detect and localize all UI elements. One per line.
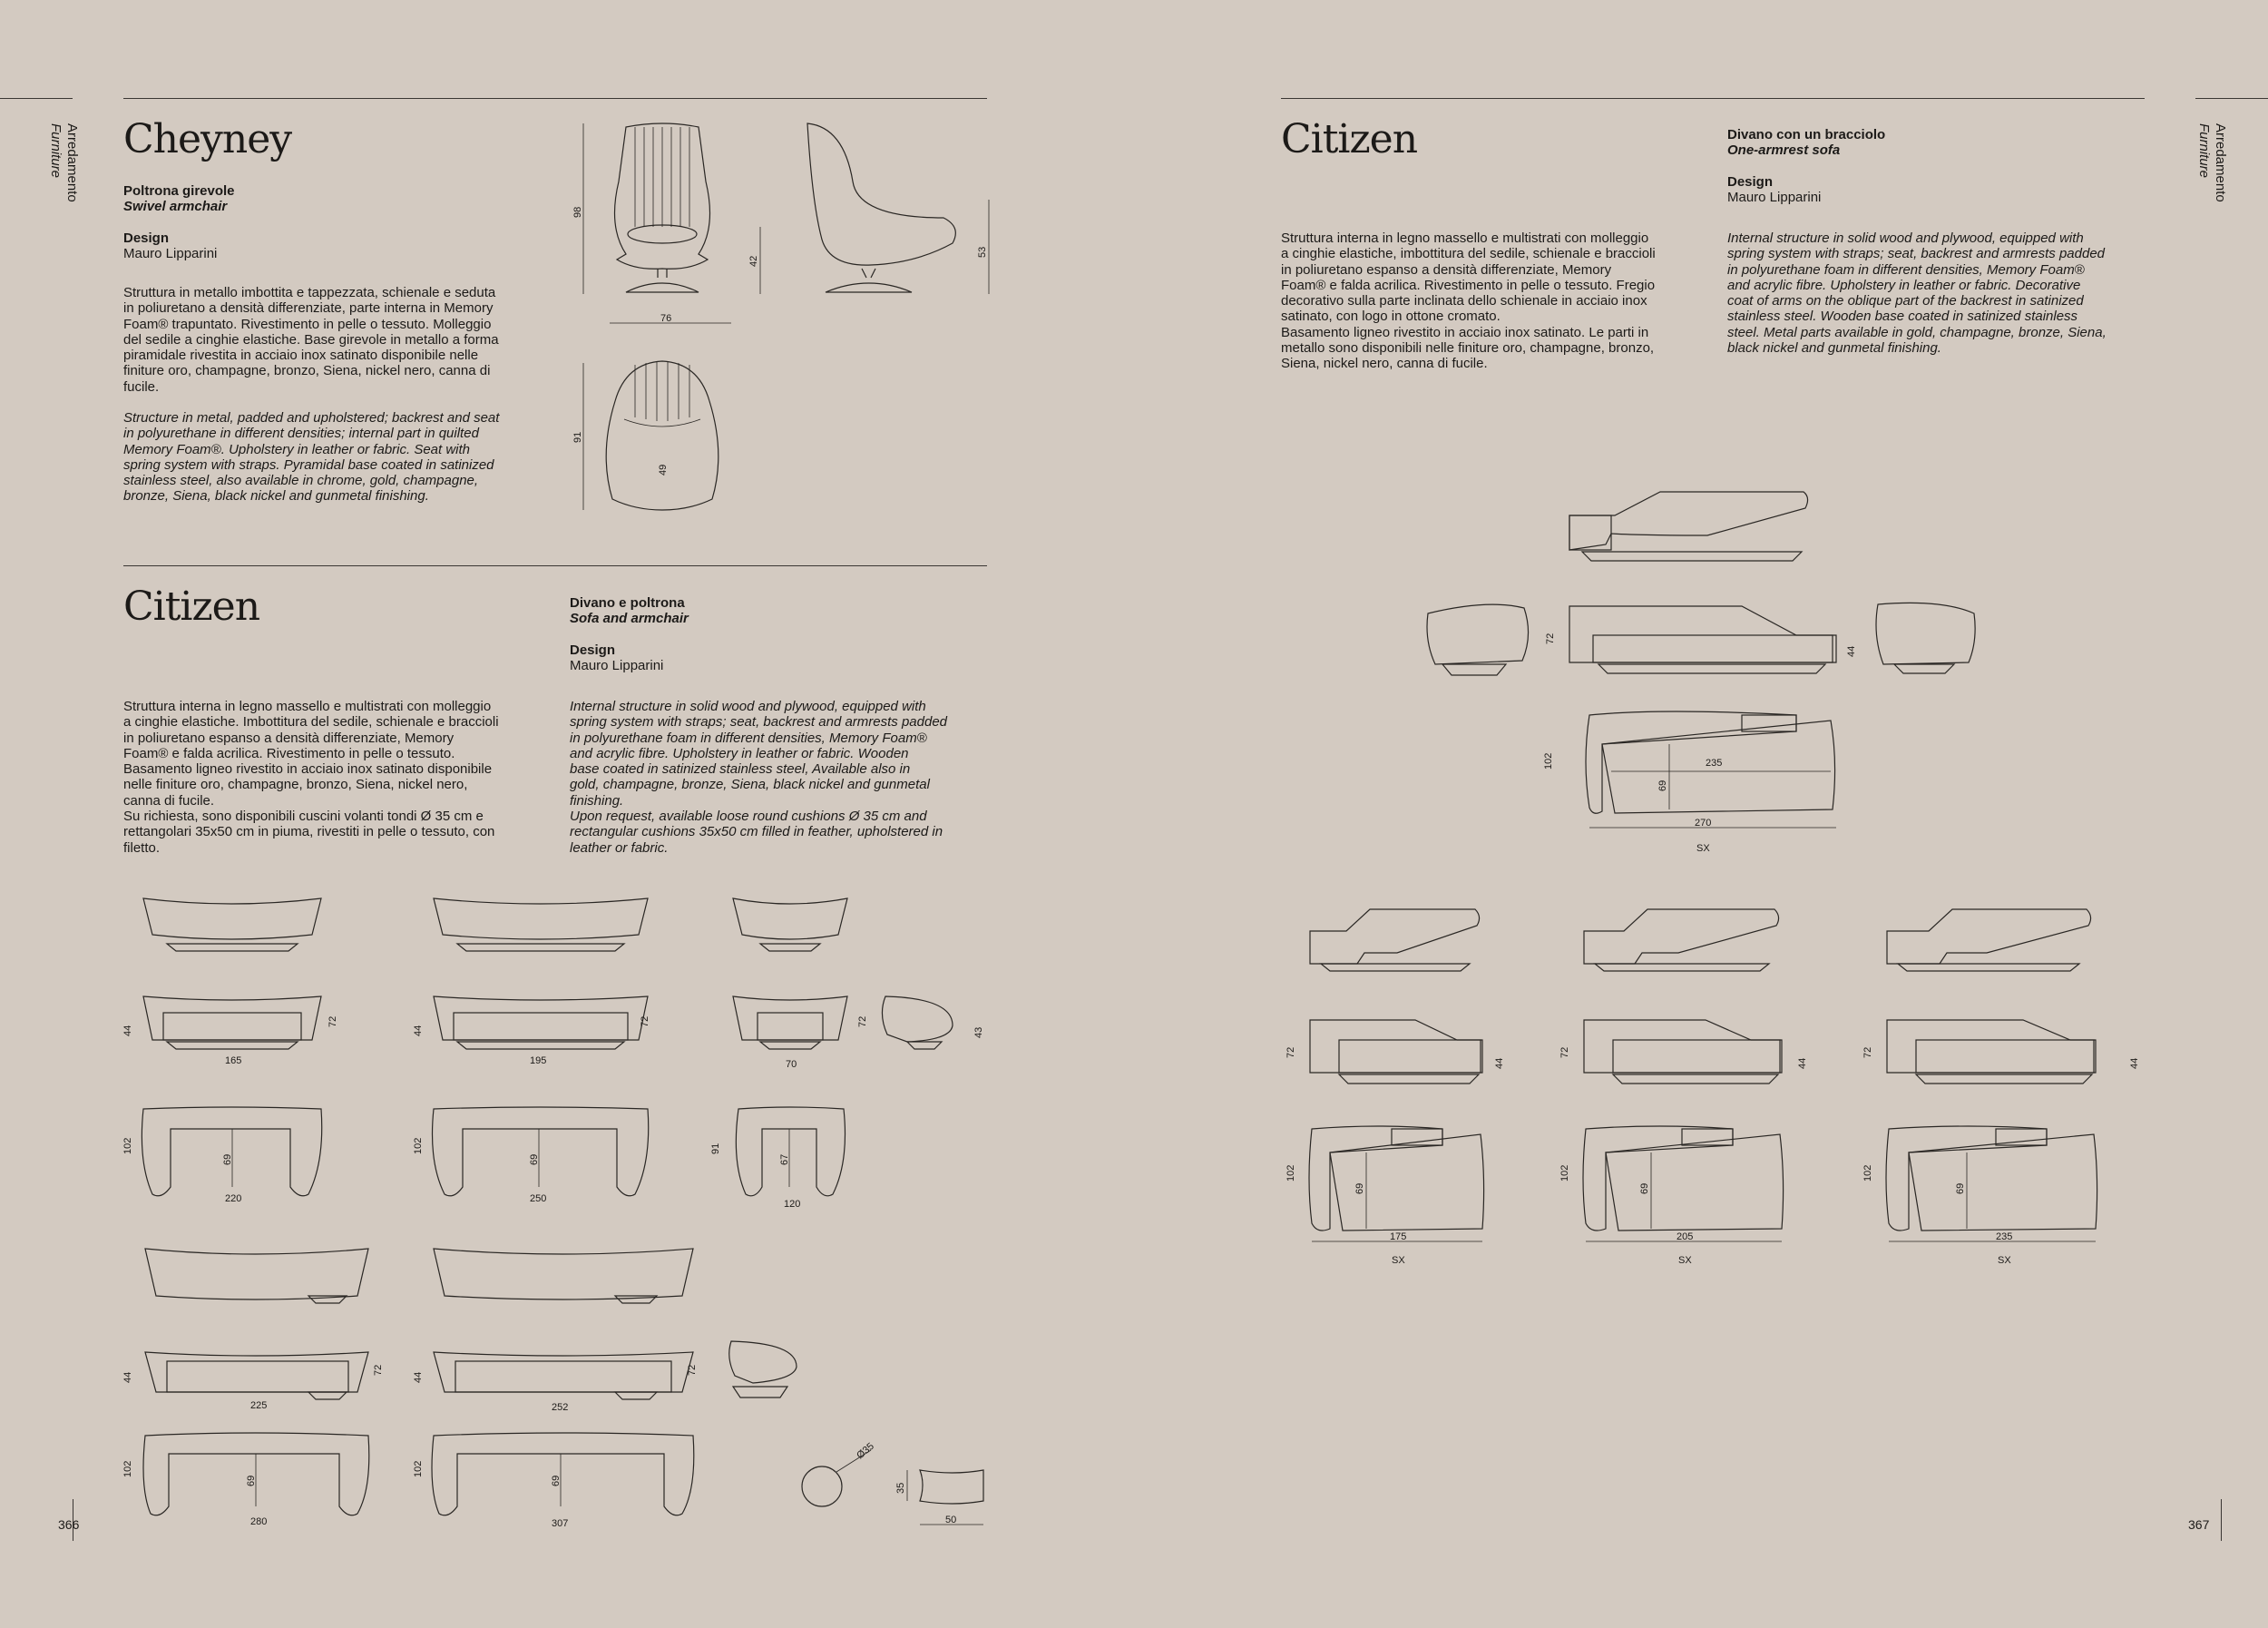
citizen-left-design-label: Design [570,642,616,658]
dim-label: 70 [786,1059,797,1070]
dim-label: 44 [1846,645,1857,657]
cheyney-text-it: Struttura in metallo imbottita e tappezzata, schienale e seduta in poliuretano a densità differenziate, parte interna in Memory Foam® trapuntato. Rivestimento in pelle o tessuto. Molleggio del sedile a cinghie elastiche. Base girevole in metallo a forma piramidale rivestita in acciaio inox satinato disponibile nelle finiture oro, champagne, bronzo, Siena, nickel nero, canna di fucile. [123,285,499,395]
side-label-it: Arredamento [2213,123,2228,202]
dim-label: 307 [552,1518,569,1529]
dim-label: SX [1998,1255,2011,1266]
dim-label: 44 [2129,1057,2140,1069]
dim-label: SX [1678,1255,1692,1266]
dim-label: 102 [1559,1164,1570,1182]
dim-label: 72 [1559,1046,1570,1058]
dim-label: 44 [122,1025,133,1036]
dim-label: 44 [413,1025,424,1036]
citizen-left-type-en: Sofa and armchair [570,611,689,626]
page-number-left: 366 [58,1517,80,1532]
cheyney-type-en: Swivel armchair [123,199,228,214]
dim-label: 72 [327,1015,338,1027]
dim-label: 67 [779,1153,790,1165]
dim-label: 280 [250,1516,268,1527]
dim-label: 98 [572,206,583,218]
dim-label: 44 [413,1371,424,1383]
dimension-labels [122,207,2140,1529]
dim-label: 49 [658,464,669,476]
dim-label: 91 [710,1143,721,1154]
dim-label: 235 [1996,1231,2013,1242]
dim-label: 165 [225,1055,242,1066]
citizen-left-type-it: Divano e poltrona [570,595,685,611]
dim-label: 72 [1862,1046,1873,1058]
dim-label: 252 [552,1402,569,1413]
citizen-right-type-en: One-armrest sofa [1727,142,1841,158]
dim-label: 72 [1286,1046,1296,1058]
dim-label: 102 [122,1137,133,1154]
page-number-right: 367 [2188,1517,2210,1532]
side-label-en: Furniture [2196,123,2212,179]
dim-label: 102 [413,1137,424,1154]
dim-label: 102 [1543,752,1554,770]
citizen-right-type-it: Divano con un bracciolo [1727,127,1886,142]
dim-label: 225 [250,1400,268,1411]
dim-label: 205 [1677,1231,1694,1242]
dim-label: 44 [1494,1057,1505,1069]
citizen-left-text-it: Struttura interna in legno massello e multistrati con molleggio a cinghie elastiche. Imbottitura del sedile, schienale e braccioli in poliuretano espanso a densità differenziate, Memory Foam® e falda acrilica. Rivestimento in pelle o tessuto. Basamento ligneo rivestito in acciaio inox satinato disponibile nelle finiture oro, champagne, bronzo, Siena, nickel nero, canna di fucile. Su richiesta, sono disponibili cuscini volanti tondi Ø 35 cm e rettangolari 35x50 cm in piuma, rivestiti in pelle o tessuto, con filetto. [123,699,499,856]
dim-label: 102 [122,1460,133,1477]
cheyney-text-en: Structure in metal, padded and upholstered; backrest and seat in polyurethane in different densities; internal part in quilted Memory Foam®. Upholstery in leather or fabric. Seat with spring system with straps. Pyramidal base coated in satinized stainless steel, also available in chrome, gold, champagne, bronze, Siena, black nickel and gunmetal finishing. [123,410,500,505]
dim-label: 102 [1862,1164,1873,1182]
citizen-left-text-en: Internal structure in solid wood and plywood, equipped with spring system with straps; seat, backrest and armrests padded in polyurethane foam in different densities, Memory Foam® and acrylic fibre. Upholstery in leather or fabric. Wooden base coated in satinized stainless steel, Available also in gold, champagne, bronze, Siena, black nickel and gunmetal finishing. Upon request, available loose round cushions Ø 35 cm and rectangular cushions 35x50 cm filled in feather, upholstered in leather or fabric. [570,699,948,856]
dim-label: 175 [1390,1231,1407,1242]
dim-label: 72 [857,1015,868,1027]
citizen-left-designer: Mauro Lipparini [570,658,664,673]
cheyney-designer: Mauro Lipparini [123,246,218,261]
dim-label: 102 [1286,1164,1296,1182]
dim-label: SX [1392,1255,1405,1266]
dim-label: 69 [551,1475,562,1486]
dim-label: 220 [225,1193,242,1204]
citizen-right-text-en: Internal structure in solid wood and plywood, equipped with spring system with straps; seat, backrest and armrests padded in polyurethane foam in different densities, Memory Foam® and acrylic fibre. Upholstery in leather or fabric. Decorative coat of arms on the oblique part of the backrest in satinized stainless steel. Wooden base coated in satinized stainless steel. Metal parts available in gold, champagne, bronze, Siena, black nickel and gunmetal finishing. [1727,230,2107,357]
dim-label: SX [1696,843,1710,854]
dim-label: 72 [373,1364,384,1376]
dim-label: 250 [530,1193,547,1204]
cheyney-design-label: Design [123,230,170,246]
citizen-right-drawings [1309,492,2097,1241]
dim-label: 270 [1695,818,1712,829]
side-label-en: Furniture [48,123,64,179]
cheyney-drawings [583,123,989,510]
dim-label: 72 [640,1015,650,1027]
side-label-it: Arredamento [64,123,80,202]
dim-label: 195 [530,1055,547,1066]
dim-label: 69 [529,1153,540,1165]
dim-label: 69 [1955,1182,1966,1194]
dim-label: 35 [895,1482,906,1494]
dim-label: 76 [660,313,672,324]
dim-label: 69 [1639,1182,1650,1194]
cheyney-type-it: Poltrona girevole [123,183,235,199]
dim-label: 235 [1706,758,1723,769]
dim-label: 72 [1545,633,1556,644]
dim-label: 69 [222,1153,233,1165]
dim-label: 120 [784,1199,801,1210]
dim-label: 69 [1657,780,1668,791]
citizen-right-title: Citizen [1281,116,1418,162]
dim-label: Ø35 [855,1440,876,1462]
citizen-right-text-it: Struttura interna in legno massello e multistrati con molleggio a cinghie elastiche, imbottitura del sedile, schienale e braccioli in poliuretano espanso a densità differenziate, Memory Foam® e falda acrilica. Rivestimento in pelle o tessuto. Fregio decorativo sulla parte inclinata dello schienale in acciaio inox satinato, con logo in ottone cromato. Basamento ligneo rivestito in acciaio inox satinato. Le parti in metallo sono disponibili nelle finiture oro, champagne, bronzo, Siena, nickel nero, canna di fucile. [1281,230,1656,372]
dim-label: 102 [413,1460,424,1477]
dim-label: 43 [973,1026,984,1038]
dim-label: 42 [748,255,759,267]
citizen-right-design-label: Design [1727,174,1774,190]
cheyney-title: Cheyney [123,116,292,162]
citizen-left-title: Citizen [123,584,260,630]
dim-label: 72 [687,1364,698,1376]
dim-label: 50 [945,1515,957,1525]
dim-label: 69 [1354,1182,1365,1194]
dim-label: 53 [977,246,988,258]
dim-label: 44 [122,1371,133,1383]
citizen-right-designer: Mauro Lipparini [1727,190,1822,205]
dim-label: 44 [1797,1057,1808,1069]
citizen-left-drawings [142,898,983,1525]
dim-label: 91 [572,431,583,443]
dim-label: 69 [246,1475,257,1486]
